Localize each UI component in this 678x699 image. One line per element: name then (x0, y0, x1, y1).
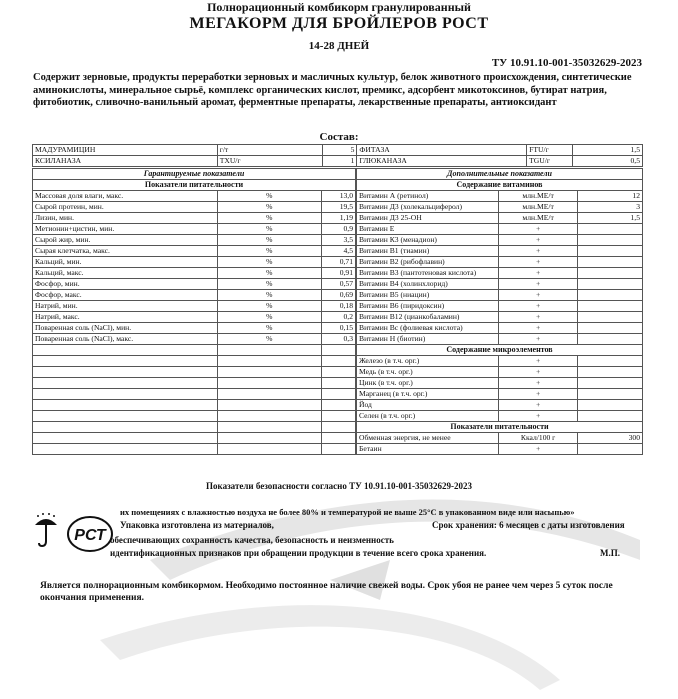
cell: Витамин В12 (цианкобаламин) (357, 312, 499, 323)
table-row (33, 202, 356, 213)
cell: Бетаин (357, 444, 499, 455)
table-row (33, 191, 356, 202)
safety-text: Показатели безопасности согласно ТУ 10.91.10-001-35032629-2023 (206, 481, 472, 491)
cell (217, 422, 322, 433)
cell (322, 356, 356, 367)
cell (578, 224, 643, 235)
table-row (33, 213, 356, 224)
cell: Фосфор, мин. (33, 279, 218, 290)
table-row (357, 235, 643, 246)
cell: + (498, 411, 578, 422)
cell (217, 356, 322, 367)
cell: МАДУРАМИЦИН (33, 145, 218, 156)
cell: Витамин Н (биотин) (357, 334, 499, 345)
cell: 0,9 (322, 224, 356, 235)
cell: + (498, 224, 578, 235)
composition-title: Состав: (319, 131, 359, 143)
cell: КСИЛАНАЗА (33, 156, 218, 167)
additional-table (356, 168, 643, 455)
table-row (33, 224, 356, 235)
cell (33, 422, 218, 433)
table-row (357, 312, 643, 323)
cell (217, 378, 322, 389)
cell: % (217, 191, 322, 202)
cell: + (498, 334, 578, 345)
table-row (357, 389, 643, 400)
cell: 0,18 (322, 301, 356, 312)
cell: + (498, 268, 578, 279)
cell: Витамин В6 (пиридоксин) (357, 301, 499, 312)
cell: 19,5 (322, 202, 356, 213)
table-row (357, 433, 643, 444)
table-row (33, 235, 356, 246)
cell (217, 345, 322, 356)
table-row (357, 279, 643, 290)
cell: + (498, 389, 578, 400)
cell: г/т (217, 145, 322, 156)
cell: TXU/г (217, 156, 322, 167)
cell: млн.МЕ/т (498, 191, 578, 202)
table-row (33, 180, 356, 191)
cell: 1,5 (573, 145, 643, 156)
cell: 12 (578, 191, 643, 202)
cell: Витамин К3 (менадион) (357, 235, 499, 246)
cell: 0,15 (322, 323, 356, 334)
table-row (33, 389, 356, 400)
cell: Витамин Е (357, 224, 499, 235)
cell: Йод (357, 400, 499, 411)
cell (578, 246, 643, 257)
cell (33, 367, 218, 378)
table-row (33, 378, 356, 389)
table-row (357, 422, 643, 433)
cell: 0,69 (322, 290, 356, 301)
product-title: МЕГАКОРМ ДЛЯ БРОЙЛЕРОВ РОСТ (189, 15, 489, 32)
table-row (33, 367, 356, 378)
table-row (357, 444, 643, 455)
cell (578, 257, 643, 268)
cell: % (217, 312, 322, 323)
cell: Ккал/100 г (498, 433, 578, 444)
cell (322, 378, 356, 389)
nutr-header: Показатели питательности (357, 422, 643, 433)
cell (322, 433, 356, 444)
table-row (33, 433, 356, 444)
cell: 300 (578, 433, 643, 444)
cell: 0,91 (322, 268, 356, 279)
cell (322, 345, 356, 356)
cell (217, 444, 322, 455)
cell: Лизин, мин. (33, 213, 218, 224)
guaranteed-subheader: Показатели питательности (33, 180, 356, 191)
table-row (33, 323, 356, 334)
cell: Сырой протеин, мин. (33, 202, 218, 213)
table-row (357, 213, 643, 224)
cell: + (498, 378, 578, 389)
cell (33, 345, 218, 356)
table-row (357, 323, 643, 334)
cell (578, 378, 643, 389)
cell: + (498, 356, 578, 367)
cell: % (217, 224, 322, 235)
cell (33, 378, 218, 389)
table-row (357, 367, 643, 378)
cell (33, 411, 218, 422)
cell: + (498, 323, 578, 334)
packaging-text-2: обеспечивающих сохранность качества, безопасность и неизменность (110, 535, 394, 545)
cell (33, 400, 218, 411)
cell: млн.МЕ/т (498, 202, 578, 213)
packaging-text: Упаковка изготовлена из материалов, (120, 520, 274, 530)
cell: Кальций, макс. (33, 268, 218, 279)
cell (578, 367, 643, 378)
cell: Витамин В3 (пантотеновая кислота) (357, 268, 499, 279)
cell: Цинк (в т.ч. орг.) (357, 378, 499, 389)
shelf-life-text: Срок хранения: 6 месяцев с даты изготовления (432, 520, 625, 530)
cell: 0,3 (322, 334, 356, 345)
cell (578, 279, 643, 290)
table-row (33, 257, 356, 268)
additional-header: Дополнительные показатели (357, 169, 643, 180)
rst-certification-logo (66, 515, 114, 553)
cell: 1,19 (322, 213, 356, 224)
stamp-place: М.П. (600, 548, 620, 558)
cell: Обменная энергия, не менее (357, 433, 499, 444)
cell (578, 290, 643, 301)
cell: Витамин В2 (рибофлавин) (357, 257, 499, 268)
composition-table (32, 144, 643, 167)
cell: 0,2 (322, 312, 356, 323)
cell: % (217, 213, 322, 224)
cell (217, 411, 322, 422)
cell (578, 400, 643, 411)
cell: + (498, 235, 578, 246)
table-row (357, 180, 643, 191)
cell: % (217, 301, 322, 312)
tu-number: ТУ 10.91.10-001-35032629-2023 (491, 57, 642, 69)
table-row (357, 224, 643, 235)
contains-text: Содержит зерновые, продукты переработки зерновых и масличных культур, белок животного происхождения, синтетические аминокислоты, минеральное сырьё, комплекс органических кислот, премикс, адсорбент микотоксинов, бутират натрия, фитобиотик, сливочно-ванильный аромат, ферментные препараты, лекарственные препараты, антиоксидант (33, 72, 632, 108)
table-row (33, 345, 356, 356)
cell (33, 444, 218, 455)
table-row (33, 334, 356, 345)
cell: TGU/г (527, 156, 573, 167)
cell (217, 367, 322, 378)
product-period: 14-28 ДНЕЙ (308, 40, 370, 52)
cell (217, 389, 322, 400)
cell: Массовая доля влаги, макс. (33, 191, 218, 202)
table-row (33, 279, 356, 290)
cell: % (217, 279, 322, 290)
cell: Кальций, мин. (33, 257, 218, 268)
cell (578, 312, 643, 323)
cell (578, 356, 643, 367)
cell: + (498, 290, 578, 301)
cell (217, 433, 322, 444)
cell: + (498, 312, 578, 323)
table-row (33, 411, 356, 422)
table-row (357, 191, 643, 202)
cell: % (217, 246, 322, 257)
cell: Витамин Д3 25-ОН (357, 213, 499, 224)
cell (322, 400, 356, 411)
cell: Витамин В5 (ниацин) (357, 290, 499, 301)
cell: Витамин Вс (фолиевая кислота) (357, 323, 499, 334)
table-row (33, 290, 356, 301)
table-row (357, 345, 643, 356)
table-row (33, 301, 356, 312)
micro-header: Содержание микроэлементов (357, 345, 643, 356)
cell: 0,5 (573, 156, 643, 167)
table-row (357, 290, 643, 301)
cell: Витамин А (ретинол) (357, 191, 499, 202)
table-row (33, 422, 356, 433)
cell: Натрий, макс. (33, 312, 218, 323)
storage-text: их помещениях с влажностью воздуха не более 80% и температурой не выше 25°С в упакованном виде или насыпью» (120, 507, 575, 517)
cell: ГЛЮКАНАЗА (357, 156, 527, 167)
cell: Медь (в т.ч. орг.) (357, 367, 499, 378)
cell (578, 268, 643, 279)
cell: Фосфор, макс. (33, 290, 218, 301)
table-row (357, 246, 643, 257)
table-row (357, 301, 643, 312)
cell: % (217, 268, 322, 279)
table-row (357, 202, 643, 213)
cell: FTU/г (527, 145, 573, 156)
cell (322, 411, 356, 422)
table-row (33, 444, 356, 455)
vitamins-header: Содержание витаминов (357, 180, 643, 191)
table-row (33, 400, 356, 411)
rst-logo-text: РСТ (74, 527, 106, 544)
cell (578, 323, 643, 334)
cell: 3,5 (322, 235, 356, 246)
cell (578, 411, 643, 422)
table-row (33, 268, 356, 279)
product-type: Полнорационный комбикорм гранулированный (207, 0, 471, 14)
cell: Поваренная соль (NaCl), макс. (33, 334, 218, 345)
cell: млн.МЕ/т (498, 213, 578, 224)
cell (322, 444, 356, 455)
cell: 13,0 (322, 191, 356, 202)
cell (578, 235, 643, 246)
cell: 3 (578, 202, 643, 213)
cell (33, 389, 218, 400)
table-row (357, 169, 643, 180)
table-row (33, 156, 643, 167)
table-row (33, 246, 356, 257)
umbrella-icon (33, 513, 59, 549)
guaranteed-table (32, 168, 356, 455)
cell (322, 367, 356, 378)
cell: ФИТАЗА (357, 145, 527, 156)
cell: 4,5 (322, 246, 356, 257)
cell (578, 444, 643, 455)
cell: + (498, 367, 578, 378)
cell: + (498, 400, 578, 411)
table-row (357, 257, 643, 268)
cell: % (217, 334, 322, 345)
cell (33, 433, 218, 444)
packaging-text-3: идентификационных признаков при обращении продукции в течение всего срока хранения. (110, 548, 487, 558)
cell: Поваренная соль (NaCl), мин. (33, 323, 218, 334)
cell: % (217, 202, 322, 213)
cell: Сырая клетчатка, макс. (33, 246, 218, 257)
cell: Витамин В4 (холинхлорид) (357, 279, 499, 290)
cell: + (498, 301, 578, 312)
table-row (357, 378, 643, 389)
cell: % (217, 257, 322, 268)
table-row (357, 356, 643, 367)
cell: + (498, 444, 578, 455)
cell: Селен (в т.ч. орг.) (357, 411, 499, 422)
cell: + (498, 246, 578, 257)
cell: 1,5 (578, 213, 643, 224)
cell (578, 389, 643, 400)
cell: Натрий, мин. (33, 301, 218, 312)
cell: Витамин Д3 (холекальциферол) (357, 202, 499, 213)
cell: 0,71 (322, 257, 356, 268)
cell: Железо (в т.ч. орг.) (357, 356, 499, 367)
cell: + (498, 257, 578, 268)
cell: Витамин В1 (тиамин) (357, 246, 499, 257)
cell: % (217, 290, 322, 301)
cell: Сырой жир, мин. (33, 235, 218, 246)
guaranteed-header: Гарантируемые показатели (33, 169, 356, 180)
cell (33, 356, 218, 367)
cell: % (217, 323, 322, 334)
cell: + (498, 279, 578, 290)
cell: Метионин+цистин, мин. (33, 224, 218, 235)
cell: Марганец (в т.ч. орг.) (357, 389, 499, 400)
cell (322, 389, 356, 400)
cell (578, 334, 643, 345)
cell (322, 422, 356, 433)
table-row (33, 145, 643, 156)
cell: 5 (322, 145, 357, 156)
table-row (357, 400, 643, 411)
table-row (357, 411, 643, 422)
table-row (33, 356, 356, 367)
table-row (357, 268, 643, 279)
cell: % (217, 235, 322, 246)
cell (578, 301, 643, 312)
cell: 1 (322, 156, 357, 167)
table-row (357, 334, 643, 345)
table-row (33, 169, 356, 180)
cell: 0,57 (322, 279, 356, 290)
table-row (33, 312, 356, 323)
cell (217, 400, 322, 411)
footer-note: Является полнорационным комбикормом. Необходимо постоянное наличие свежей воды. Срок убоя не ранее чем через 5 суток после окончания применения. (40, 581, 613, 603)
